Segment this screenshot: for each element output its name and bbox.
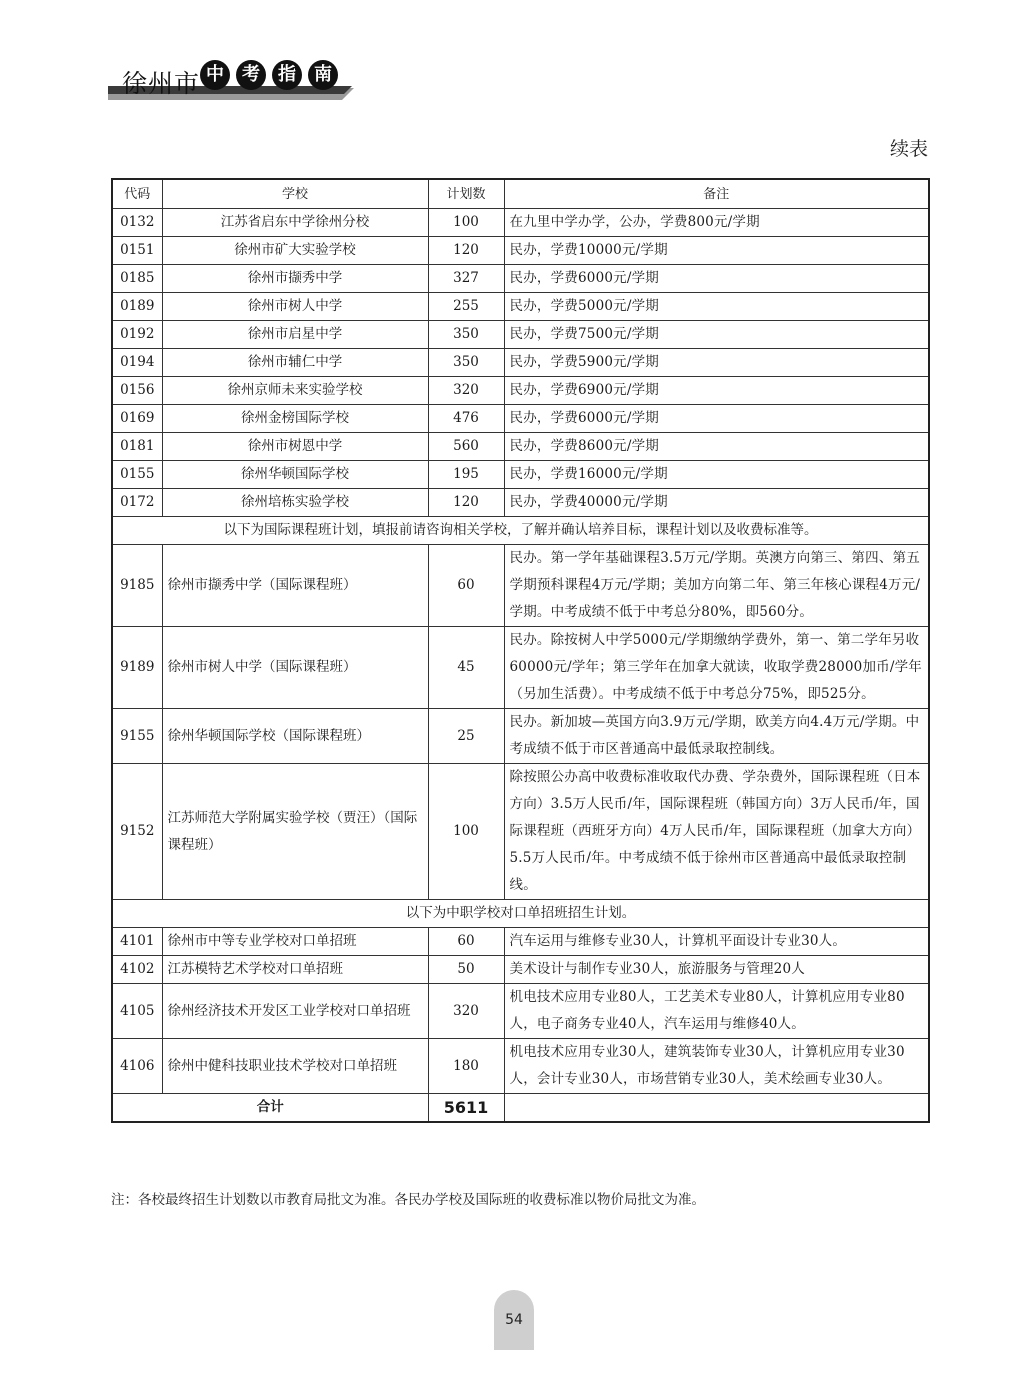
table-row [112, 293, 929, 321]
row-code: 0194 [112, 349, 162, 377]
row-note: 民办，学费10000元/学期 [504, 237, 929, 265]
table-row [112, 764, 929, 900]
row-plan: 255 [428, 293, 504, 321]
total-row [112, 1094, 929, 1123]
row-note: 机电技术应用专业30人，建筑装饰专业30人，计算机应用专业30人，会计专业30人，市场营销专业30人，美术绘画专业30人。 [504, 1039, 929, 1094]
row-code: 4101 [112, 928, 162, 956]
row-plan: 350 [428, 349, 504, 377]
table-row [112, 709, 929, 764]
table-row [112, 321, 929, 349]
total-value: 5611 [428, 1094, 504, 1123]
row-plan: 120 [428, 489, 504, 517]
table-row [112, 956, 929, 984]
enrollment-table [111, 178, 930, 1123]
row-note: 民办。除按树人中学5000元/学期缴纳学费外，第一、第二学年另收60000元/学年；第三学年在加拿大就读，收取学费28000加币/学年（另加生活费）。中考成绩不低于中考总分75%，即525分。 [504, 627, 929, 709]
table-header-row [112, 179, 929, 209]
row-school: 徐州中健科技职业技术学校对口单招班 [162, 1039, 428, 1094]
row-note: 在九里中学办学，公办，学费800元/学期 [504, 209, 929, 237]
table-row [112, 377, 929, 405]
row-code: 0185 [112, 265, 162, 293]
row-school: 徐州市中等专业学校对口单招班 [162, 928, 428, 956]
row-note: 民办。第一学年基础课程3.5万元/学期。英澳方向第三、第四、第五学期预科课程4万元/学期；美加方向第二年、第三年核心课程4万元/学期。中考成绩不低于中考总分80%，即560分。 [504, 545, 929, 627]
row-plan: 320 [428, 984, 504, 1039]
row-code: 9189 [112, 627, 162, 709]
row-school: 徐州市启星中学 [162, 321, 428, 349]
row-school: 徐州华顿国际学校（国际课程班） [162, 709, 428, 764]
row-note: 民办，学费6000元/学期 [504, 405, 929, 433]
row-plan: 60 [428, 928, 504, 956]
row-school: 徐州华顿国际学校 [162, 461, 428, 489]
section-intl-text: 以下为国际课程班计划，填报前请咨询相关学校，了解并确认培养目标，课程计划以及收费标准等。 [112, 517, 929, 545]
row-code: 4105 [112, 984, 162, 1039]
row-school: 徐州市撷秀中学（国际课程班） [162, 545, 428, 627]
row-code: 4106 [112, 1039, 162, 1094]
row-code: 0155 [112, 461, 162, 489]
row-note: 机电技术应用专业80人，工艺美术专业80人，计算机应用专业80人，电子商务专业40人，汽车运用与维修40人。 [504, 984, 929, 1039]
table-row [112, 545, 929, 627]
footnote: 注：各校最终招生计划数以市教育局批文为准。各民办学校及国际班的收费标准以物价局批文为准。 [111, 1192, 705, 1208]
row-note: 民办，学费5900元/学期 [504, 349, 929, 377]
row-school: 徐州京师未来实验学校 [162, 377, 428, 405]
page-header-logo [108, 58, 358, 106]
row-plan: 100 [428, 764, 504, 900]
continued-label: 续表 [889, 138, 928, 160]
table-row [112, 984, 929, 1039]
row-code: 0156 [112, 377, 162, 405]
col-header-code: 代码 [112, 179, 162, 209]
table-row [112, 209, 929, 237]
row-note: 民办，学费6900元/学期 [504, 377, 929, 405]
section-vocational-text: 以下为中职学校对口单招班招生计划。 [112, 900, 929, 928]
page-number: 54 [505, 1312, 523, 1328]
row-school: 徐州市树恩中学 [162, 433, 428, 461]
row-note: 民办，学费7500元/学期 [504, 321, 929, 349]
header-seal-2: 考 [236, 60, 266, 90]
row-code: 0132 [112, 209, 162, 237]
table-row [112, 627, 929, 709]
row-plan: 560 [428, 433, 504, 461]
row-code: 0181 [112, 433, 162, 461]
header-city: 徐州市 [122, 69, 201, 98]
row-note: 民办，学费16000元/学期 [504, 461, 929, 489]
table-row [112, 265, 929, 293]
row-school: 徐州经济技术开发区工业学校对口单招班 [162, 984, 428, 1039]
table-row [112, 461, 929, 489]
row-plan: 195 [428, 461, 504, 489]
row-code: 0189 [112, 293, 162, 321]
total-label: 合计 [112, 1094, 428, 1123]
row-code: 0172 [112, 489, 162, 517]
row-code: 4102 [112, 956, 162, 984]
row-school: 徐州培栋实验学校 [162, 489, 428, 517]
col-header-note: 备注 [504, 179, 929, 209]
header-seal-4: 南 [308, 60, 338, 90]
row-note: 民办，学费5000元/学期 [504, 293, 929, 321]
row-plan: 327 [428, 265, 504, 293]
row-plan: 350 [428, 321, 504, 349]
header-seal-3: 指 [272, 60, 302, 90]
col-header-plan: 计划数 [428, 179, 504, 209]
row-code: 9152 [112, 764, 162, 900]
row-school: 徐州市撷秀中学 [162, 265, 428, 293]
row-note: 汽车运用与维修专业30人，计算机平面设计专业30人。 [504, 928, 929, 956]
table-row [112, 928, 929, 956]
row-note: 民办，学费6000元/学期 [504, 265, 929, 293]
table-row [112, 349, 929, 377]
row-code: 0151 [112, 237, 162, 265]
row-school: 江苏模特艺术学校对口单招班 [162, 956, 428, 984]
row-plan: 45 [428, 627, 504, 709]
row-plan: 476 [428, 405, 504, 433]
row-plan: 100 [428, 209, 504, 237]
row-note: 美术设计与制作专业30人，旅游服务与管理20人 [504, 956, 929, 984]
row-plan: 50 [428, 956, 504, 984]
row-code: 0192 [112, 321, 162, 349]
row-note: 民办，学费40000元/学期 [504, 489, 929, 517]
table-row [112, 1039, 929, 1094]
row-school: 江苏省启东中学徐州分校 [162, 209, 428, 237]
row-code: 9185 [112, 545, 162, 627]
row-plan: 60 [428, 545, 504, 627]
row-note: 民办，学费8600元/学期 [504, 433, 929, 461]
row-school: 徐州市辅仁中学 [162, 349, 428, 377]
row-plan: 25 [428, 709, 504, 764]
row-note: 民办。新加坡—英国方向3.9万元/学期，欧美方向4.4万元/学期。中考成绩不低于市区普通高中最低录取控制线。 [504, 709, 929, 764]
row-school: 江苏师范大学附属实验学校（贾汪）（国际课程班） [162, 764, 428, 900]
section-row-vocational [112, 900, 929, 928]
row-code: 9155 [112, 709, 162, 764]
row-school: 徐州市树人中学（国际课程班） [162, 627, 428, 709]
table-row [112, 433, 929, 461]
row-school: 徐州市矿大实验学校 [162, 237, 428, 265]
total-note-empty [504, 1094, 929, 1123]
row-plan: 320 [428, 377, 504, 405]
row-code: 0169 [112, 405, 162, 433]
table-row [112, 489, 929, 517]
row-school: 徐州市树人中学 [162, 293, 428, 321]
row-note: 除按照公办高中收费标准收取代办费、学杂费外，国际课程班（日本方向）3.5万人民币/年，国际课程班（韩国方向）3万人民币/年，国际课程班（西班牙方向）4万人民币/年，国际课程班（加拿大方向）5.5万人民币/年。中考成绩不低于徐州市区普通高中最低录取控制线。 [504, 764, 929, 900]
row-plan: 120 [428, 237, 504, 265]
table-row [112, 405, 929, 433]
col-header-school: 学校 [162, 179, 428, 209]
page-number-tab [494, 1290, 534, 1350]
header-seal-1: 中 [200, 60, 230, 90]
table-row [112, 237, 929, 265]
section-row-international [112, 517, 929, 545]
row-school: 徐州金榜国际学校 [162, 405, 428, 433]
row-plan: 180 [428, 1039, 504, 1094]
